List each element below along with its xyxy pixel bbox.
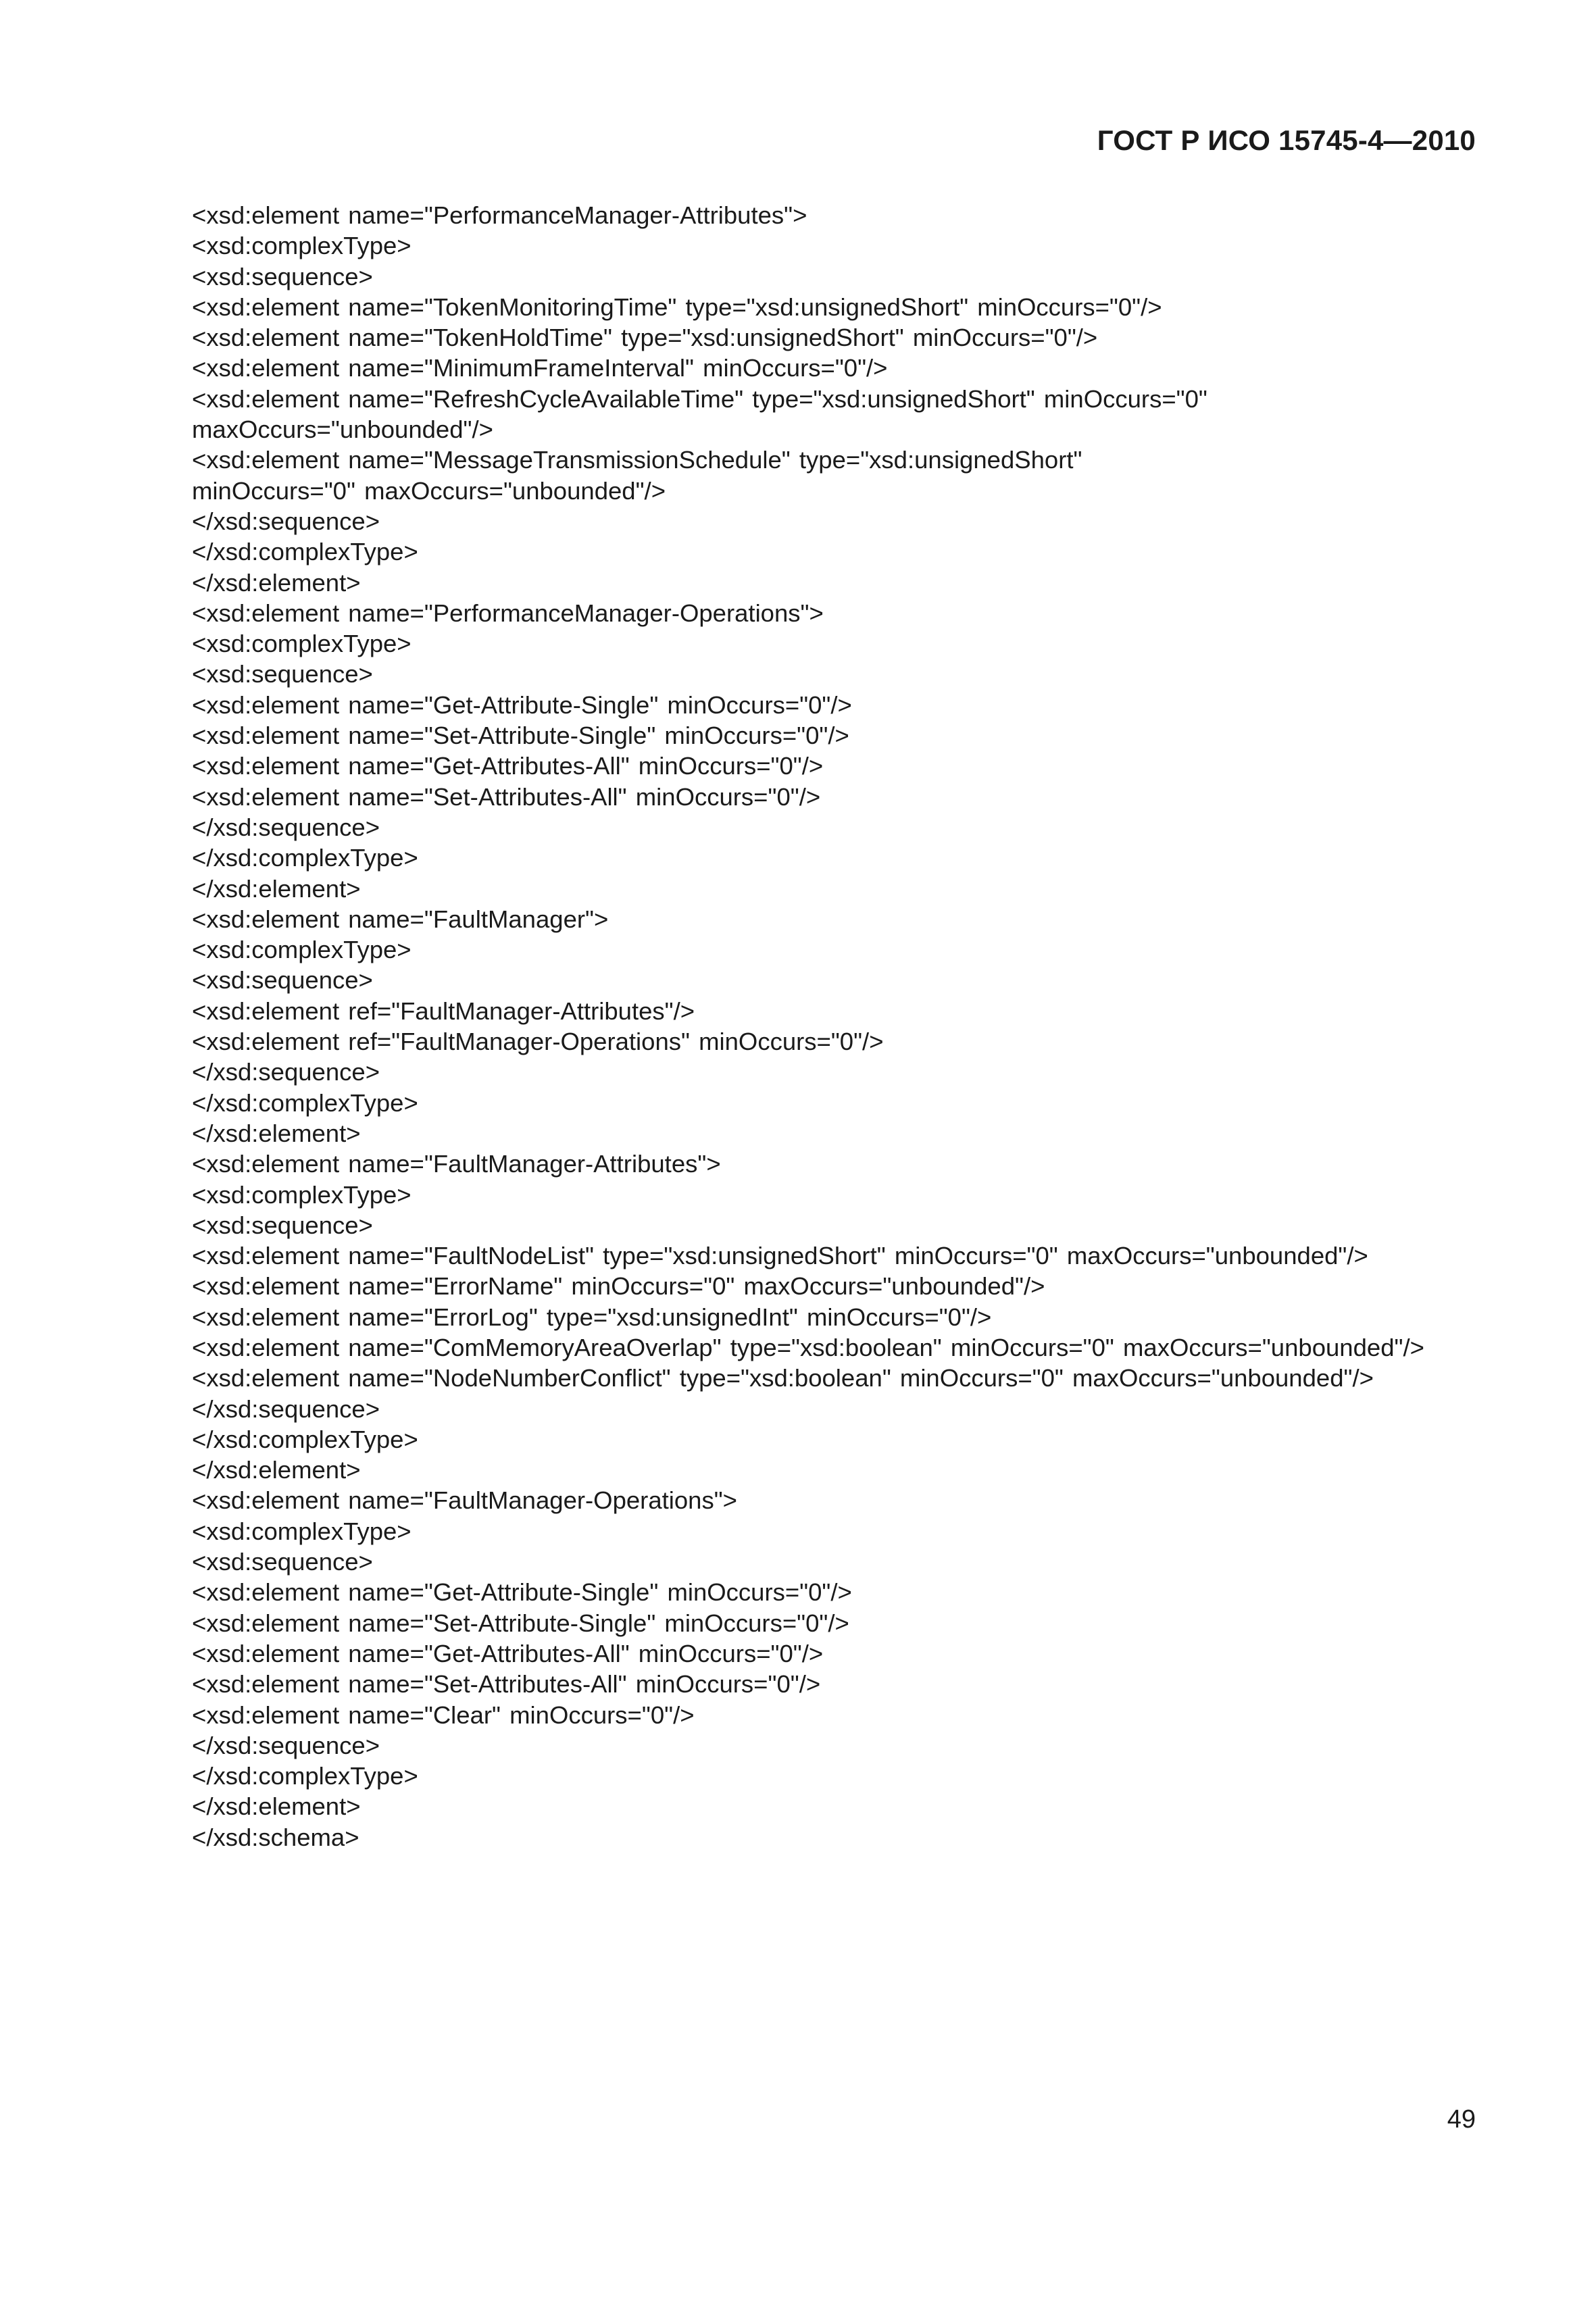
code-line: </xsd:element> — [192, 568, 361, 597]
document-code-header: ГОСТ Р ИСО 15745-4—2010 — [1097, 124, 1476, 156]
code-line: <xsd:sequence> — [192, 660, 373, 688]
code-line: <xsd:element name="FaultManager-Operations"> — [192, 1486, 737, 1515]
code-line: <xsd:complexType> — [192, 1517, 412, 1545]
code-line: minOccurs="0" maxOccurs="unbounded"/> — [192, 476, 666, 505]
code-line: </xsd:schema> — [192, 1823, 359, 1851]
code-line: </xsd:complexType> — [192, 844, 418, 872]
code-line: <xsd:element name="RefreshCycleAvailableTime" type="xsd:unsignedShort" minOccurs="0" — [192, 384, 1207, 413]
code-line: </xsd:complexType> — [192, 1088, 418, 1117]
code-line: </xsd:sequence> — [192, 507, 380, 535]
code-line: </xsd:element> — [192, 1119, 361, 1147]
code-line: </xsd:complexType> — [192, 538, 418, 566]
code-line: </xsd:element> — [192, 1456, 361, 1484]
code-line: maxOccurs="unbounded"/> — [192, 416, 493, 444]
code-line: <xsd:element name="FaultManager-Attributes"> — [192, 1150, 721, 1178]
code-line: <xsd:element name="MinimumFrameInterval" minOccurs="0"/> — [192, 354, 888, 382]
code-line: <xsd:element name="Get-Attributes-All" minOccurs="0"/> — [192, 752, 824, 780]
code-line: <xsd:element name="MessageTransmissionSchedule" type="xsd:unsignedShort" — [192, 446, 1082, 474]
xsd-code-listing — [192, 200, 1489, 1853]
code-line: <xsd:element name="PerformanceManager-Operations"> — [192, 599, 824, 627]
code-line: </xsd:sequence> — [192, 813, 380, 841]
code-line: <xsd:element name="PerformanceManager-Attributes"> — [192, 201, 807, 229]
code-line: <xsd:element name="ErrorLog" type="xsd:unsignedInt" minOccurs="0"/> — [192, 1303, 992, 1331]
code-line: </xsd:element> — [192, 1792, 361, 1821]
code-line: <xsd:element name="Get-Attributes-All" minOccurs="0"/> — [192, 1639, 824, 1667]
code-line: <xsd:element name="Set-Attributes-All" minOccurs="0"/> — [192, 782, 821, 811]
code-line: <xsd:sequence> — [192, 262, 373, 291]
code-line: <xsd:element name="FaultNodeList" type="xsd:unsignedShort" minOccurs="0" maxOccurs="unbounded"/> — [192, 1242, 1368, 1270]
code-line: <xsd:element name="NodeNumberConflict" type="xsd:boolean" minOccurs="0" maxOccurs="unbounded"/> — [192, 1364, 1374, 1392]
code-line: <xsd:element name="Clear" minOccurs="0"/> — [192, 1701, 695, 1729]
code-line: </xsd:sequence> — [192, 1058, 380, 1086]
code-line: </xsd:sequence> — [192, 1731, 380, 1759]
code-line: <xsd:element name="ErrorName" minOccurs="0" maxOccurs="unbounded"/> — [192, 1272, 1045, 1301]
code-line: <xsd:element name="Set-Attribute-Single" minOccurs="0"/> — [192, 722, 849, 750]
page-number: 49 — [1447, 2105, 1476, 2134]
code-line: <xsd:element name="Set-Attributes-All" minOccurs="0"/> — [192, 1670, 821, 1699]
code-line: </xsd:complexType> — [192, 1425, 418, 1453]
code-line: </xsd:complexType> — [192, 1762, 418, 1790]
code-line: <xsd:element ref="FaultManager-Attributes"/> — [192, 997, 695, 1025]
code-line: <xsd:sequence> — [192, 966, 373, 995]
code-line: <xsd:complexType> — [192, 630, 412, 658]
code-line: </xsd:element> — [192, 874, 361, 903]
code-line: <xsd:complexType> — [192, 232, 412, 260]
code-line: <xsd:element name="Set-Attribute-Single" minOccurs="0"/> — [192, 1609, 849, 1637]
code-line: <xsd:sequence> — [192, 1211, 373, 1239]
code-line: </xsd:sequence> — [192, 1394, 380, 1423]
code-line: <xsd:element name="TokenMonitoringTime" type="xsd:unsignedShort" minOccurs="0"/> — [192, 293, 1162, 321]
code-line: <xsd:element ref="FaultManager-Operations" minOccurs="0"/> — [192, 1028, 884, 1056]
code-line: <xsd:element name="TokenHoldTime" type="xsd:unsignedShort" minOccurs="0"/> — [192, 324, 1098, 352]
code-line: <xsd:complexType> — [192, 936, 412, 964]
code-line: <xsd:element name="FaultManager"> — [192, 905, 609, 933]
code-line: <xsd:complexType> — [192, 1180, 412, 1209]
code-line: <xsd:element name="Get-Attribute-Single" minOccurs="0"/> — [192, 1578, 852, 1607]
code-line: <xsd:element name="ComMemoryAreaOverlap" type="xsd:boolean" minOccurs="0" maxOccurs="unbounded"/> — [192, 1333, 1424, 1361]
code-line: <xsd:sequence> — [192, 1548, 373, 1576]
code-line: <xsd:element name="Get-Attribute-Single" minOccurs="0"/> — [192, 690, 852, 719]
